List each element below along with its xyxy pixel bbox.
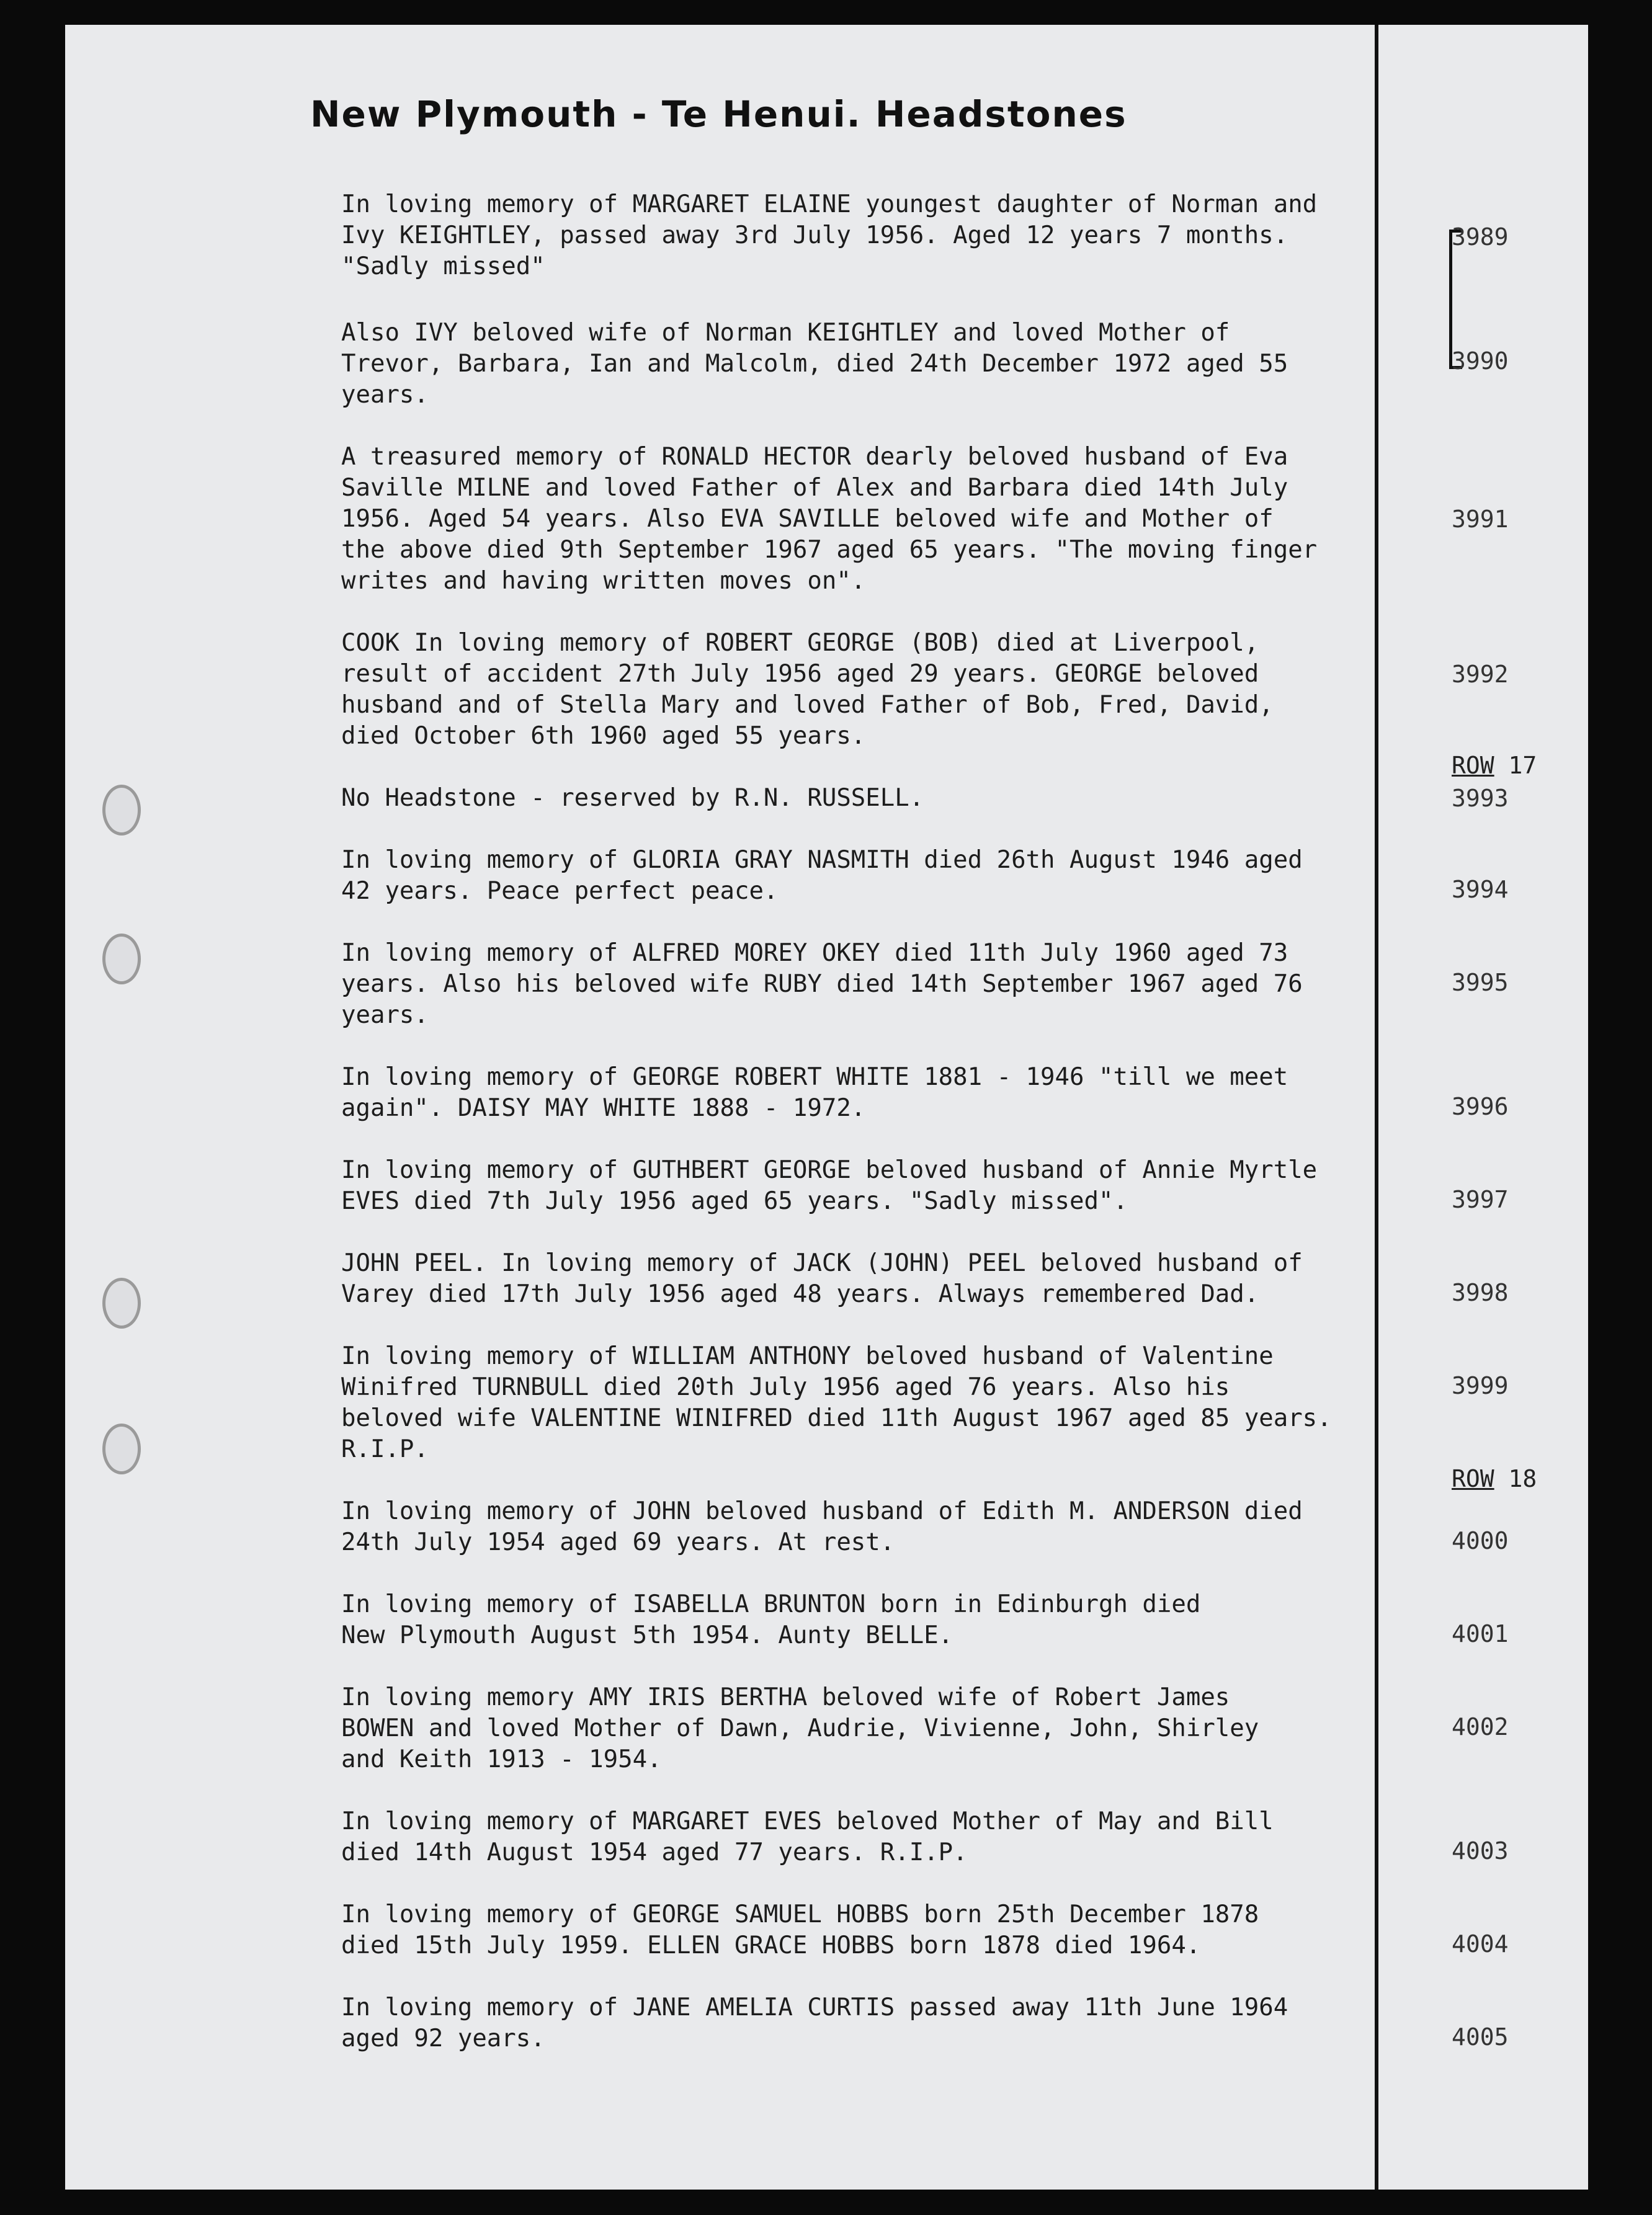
row-marker-word: ROW: [1452, 752, 1494, 779]
plot-number: 3989: [1452, 223, 1509, 251]
headstone-entry: In loving memory of GEORGE ROBERT WHITE 1881 - 1946 "till we meet again". DAISY MAY WHITE 1888 - 1972.: [341, 1063, 1288, 1122]
row-marker: [1452, 752, 1537, 779]
headstone-entry: In loving memory of JANE AMELIA CURTIS passed away 11th June 1964 aged 92 years.: [341, 1994, 1288, 2052]
headstone-entry: In loving memory AMY IRIS BERTHA beloved wife of Robert James BOWEN and loved Mother of Dawn, Audrie, Vivienne, John, Shirley and Keith 1913 - 1954.: [341, 1683, 1259, 1773]
plot-number: 4004: [1452, 1930, 1509, 1958]
headstone-entry: In loving memory of MARGARET ELAINE youngest daughter of Norman and Ivy KEIGHTLEY, passed away 3rd July 1956. Aged 12 years 7 months. "Sadly missed": [341, 190, 1318, 280]
plot-number: 3992: [1452, 661, 1509, 688]
plot-number: 4001: [1452, 1620, 1509, 1647]
row-marker-number: 18: [1508, 1465, 1537, 1492]
punch-hole: [102, 785, 141, 836]
plot-number: 4005: [1452, 2023, 1509, 2051]
plot-number: 3994: [1452, 876, 1509, 903]
plot-number: 3999: [1452, 1372, 1509, 1399]
row-marker-number: 17: [1508, 752, 1537, 779]
headstone-entry: In loving memory of ALFRED MOREY OKEY died 11th July 1960 aged 73 years. Also his beloved wife RUBY died 14th September 1967 aged 76 years.: [341, 939, 1303, 1029]
plot-number: 3995: [1452, 969, 1509, 996]
plot-number: 4002: [1452, 1713, 1509, 1740]
plot-number: 3998: [1452, 1279, 1509, 1306]
headstone-entry: In loving memory of GLORIA GRAY NASMITH died 26th August 1946 aged 42 years. Peace perfect peace.: [341, 846, 1303, 905]
row-marker: [1452, 1465, 1537, 1492]
headstone-entry: In loving memory of WILLIAM ANTHONY beloved husband of Valentine Winifred TURNBULL died 20th July 1956 aged 76 years. Also his beloved wife VALENTINE WINIFRED died 11th August 1967 aged 85 years. R.I.P.: [341, 1342, 1332, 1463]
headstone-entry: A treasured memory of RONALD HECTOR dearly beloved husband of Eva Saville MILNE and loved Father of Alex and Barbara died 14th July 1956. Aged 54 years. Also EVA SAVILLE beloved wife and Mother of the above died 9th September 1967 aged 65 years. "The moving finger writes and having written moves on".: [341, 443, 1318, 595]
plot-number: 4000: [1452, 1527, 1509, 1554]
row-marker-word: ROW: [1452, 1465, 1494, 1492]
headstone-entry: In loving memory of GUTHBERT GEORGE beloved husband of Annie Myrtle EVES died 7th July 1956 aged 65 years. "Sadly missed".: [341, 1156, 1318, 1215]
plot-number: 3993: [1452, 785, 1509, 812]
headstone-entry: In loving memory of MARGARET EVES beloved Mother of May and Bill died 14th August 1954 aged 77 years. R.I.P.: [341, 1807, 1274, 1866]
plot-number: 3996: [1452, 1093, 1509, 1120]
plot-number: 3997: [1452, 1186, 1509, 1213]
punch-hole: [102, 1278, 141, 1329]
plot-number: 4003: [1452, 1837, 1509, 1865]
headstone-entry: Also IVY beloved wife of Norman KEIGHTLEY and loved Mother of Trevor, Barbara, Ian and Malcolm, died 24th December 1972 aged 55 years.: [341, 319, 1288, 409]
headstone-entry: In loving memory of ISABELLA BRUNTON born in Edinburgh died New Plymouth August 5th 1954. Aunty BELLE.: [341, 1590, 1201, 1649]
page-title: New Plymouth - Te Henui. Headstones: [310, 93, 1127, 135]
plot-number: 3990: [1452, 347, 1509, 375]
headstone-entry: In loving memory of JOHN beloved husband of Edith M. ANDERSON died 24th July 1954 aged 69 years. At rest.: [341, 1497, 1303, 1556]
plot-number: 3991: [1452, 506, 1509, 533]
headstone-entry: JOHN PEEL. In loving memory of JACK (JOHN) PEEL beloved husband of Varey died 17th July 1956 aged 48 years. Always remembered Dad.: [341, 1249, 1303, 1308]
headstone-entry: In loving memory of GEORGE SAMUEL HOBBS born 25th December 1878 died 15th July 1959. ELLEN GRACE HOBBS born 1878 died 1964.: [341, 1901, 1259, 1959]
punch-hole: [102, 934, 141, 984]
headstone-entry: No Headstone - reserved by R.N. RUSSELL.: [341, 784, 924, 812]
punch-hole: [102, 1424, 141, 1474]
headstone-entry: COOK In loving memory of ROBERT GEORGE (BOB) died at Liverpool, result of accident 27th July 1956 aged 29 years. GEORGE beloved husband and of Stella Mary and loved Father of Bob, Fred, David, died October 6th 1960 aged 55 years.: [341, 629, 1274, 750]
